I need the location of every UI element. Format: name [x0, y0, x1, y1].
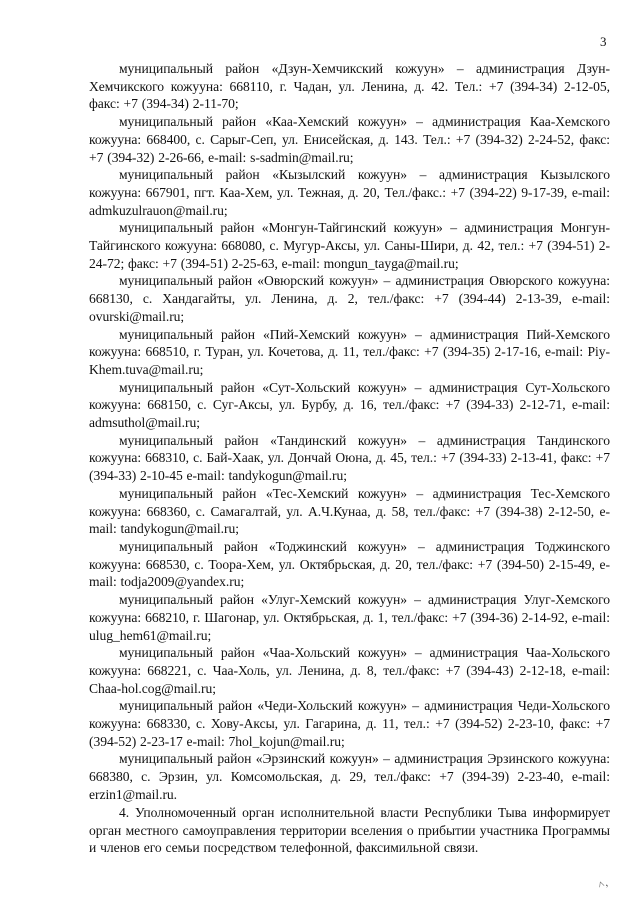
paragraph-sut-khol: муниципальный район «Сут-Хольский кожуун» – администрация Сут-Хольского кожууна: 668150, с. Суг-Аксы, ул. Бурбу, д. 16, тел./факс: +7 (394-33) 2-12-71, e-mail: admsuthol@mail.ru;: [89, 379, 610, 431]
paragraph-piy-khem: муниципальный район «Пий-Хемский кожуун» – администрация Пий-Хемского кожууна: 668510, г. Туран, ул. Кочетова, д. 11, тел./факс: +7 (394-35) 2-17-16, e-mail: Piy-Khem.tuva@mail.ru;: [89, 326, 610, 377]
paragraph-ulug-khem: муниципальный район «Улуг-Хемский кожуун» – администрация Улуг-Хемского кожууна: 668210, г. Шагонар, ул. Октябрьская, д. 1, тел./факс: +7 (394-36) 2-14-92, e-mail: ulug_hem61@mail.ru;: [89, 592, 610, 643]
paragraph-tes-khem: муниципальный район «Тес-Хемский кожуун» – администрация Тес-Хемского кожууна: 668360, с. Самагалтай, ул. А.Ч.Кунаа, д. 58, тел./факс: +7 (394-38) 2-12-50, e-mail: tandykogun@mail.ru;: [89, 485, 610, 537]
paragraph-kaa-khem: муниципальный район «Каа-Хемский кожуун» – администрация Каа-Хемского кожууна: 668400, с. Сарыг-Сеп, ул. Енисейская, д. 143. Тел.: +7 (394-32) 2-24-52, факс: +7 (394-32) 2-26-66, e-mail: s-sadmin@mail.ru;: [89, 114, 610, 165]
paragraph-chedi-khol: муниципальный район «Чеди-Хольский кожуун» – администрация Чеди-Хольского кожууна: 668330, с. Хову-Аксы, ул. Гагарина, д. 11, тел.: +7 (394-52) 2-23-10, факс: +7 (394-52) 2-23-17 e-mail: 7hol_kojun@mail.ru;: [89, 698, 610, 749]
page-number: 3: [600, 34, 607, 49]
paragraph-dzun-khemchik: муниципальный район «Дзун-Хемчикский кожуун» – администрация Дзун-Хемчикского кожууна: 668110, г. Чадан, ул. Ленина, д. 42. Тел.: +7 (394-34) 2-12-05, факс: +7 (394-34) 2-11-70;: [89, 61, 610, 112]
paragraph-mongun-taiga: муниципальный район «Монгун-Тайгинский кожуун» – администрация Монгун-Тайгинского кожууна: 668080, с. Мугур-Аксы, ул. Саны-Шири, д. 42, тел.: +7 (394-51) 2-24-72; факс: +7 (394-51) 2-25-63, e-mail: mongun_tayga@mail.ru;: [89, 220, 610, 271]
paragraph-item-4: 4. Уполномоченный орган исполнительной власти Республики Тыва информирует орган местного самоуправления территории вселения о прибытии участника Программы и членов его семьи посредством телефонной, факсимильной связи.: [89, 805, 610, 856]
scan-mark: ˄‚: [596, 876, 610, 892]
paragraph-erzin: муниципальный район «Эрзинский кожуун» – администрация Эрзинского кожууна: 668380, с. Эрзин, ул. Комсомольская, д. 29, тел./факс: +7 (394-39) 2-23-40, e-mail: erzin1@mail.ru.: [89, 751, 610, 802]
paragraph-kyzyl: муниципальный район «Кызылский кожуун» – администрация Кызылского кожууна: 667901, пгт. Каа-Хем, ул. Тежная, д. 20, Тел./факс.: +7 (394-22) 9-17-39, e-mail: admkuzulrauon@mail.ru;: [89, 167, 610, 218]
paragraph-todzha: муниципальный район «Тоджинский кожуун» – администрация Тоджинского кожууна: 668530, с. Тоора-Хем, ул. Октябрьская, д. 20, тел./факс: +7 (394-50) 2-15-49, e-mail: todja2009@yandex.ru;: [89, 538, 610, 590]
paragraph-ovyur: муниципальный район «Овюрский кожуун» – администрация Овюрского кожууна: 668130, с. Хандагайты, ул. Ленина, д. 2, тел./факс: +7 (394-44) 2-13-39, e-mail: ovurski@mail.ru;: [89, 273, 610, 324]
paragraph-tandy: муниципальный район «Тандинский кожуун» – администрация Тандинского кожууна: 668310, с. Бай-Хаак, ул. Дончай Оюна, д. 45, тел.: +7 (394-33) 2-13-41, факс: +7 (394-33) 2-10-45 e-mail: tandykogun@mail.ru;: [89, 432, 610, 484]
document-body: [89, 60, 610, 857]
paragraph-chaa-khol: муниципальный район «Чаа-Хольский кожуун» – администрация Чаа-Хольского кожууна: 668221, с. Чаа-Холь, ул. Ленина, д. 8, тел./факс: +7 (394-43) 2-12-18, e-mail: Chaa-hol.cog@mail.ru;: [89, 645, 610, 696]
